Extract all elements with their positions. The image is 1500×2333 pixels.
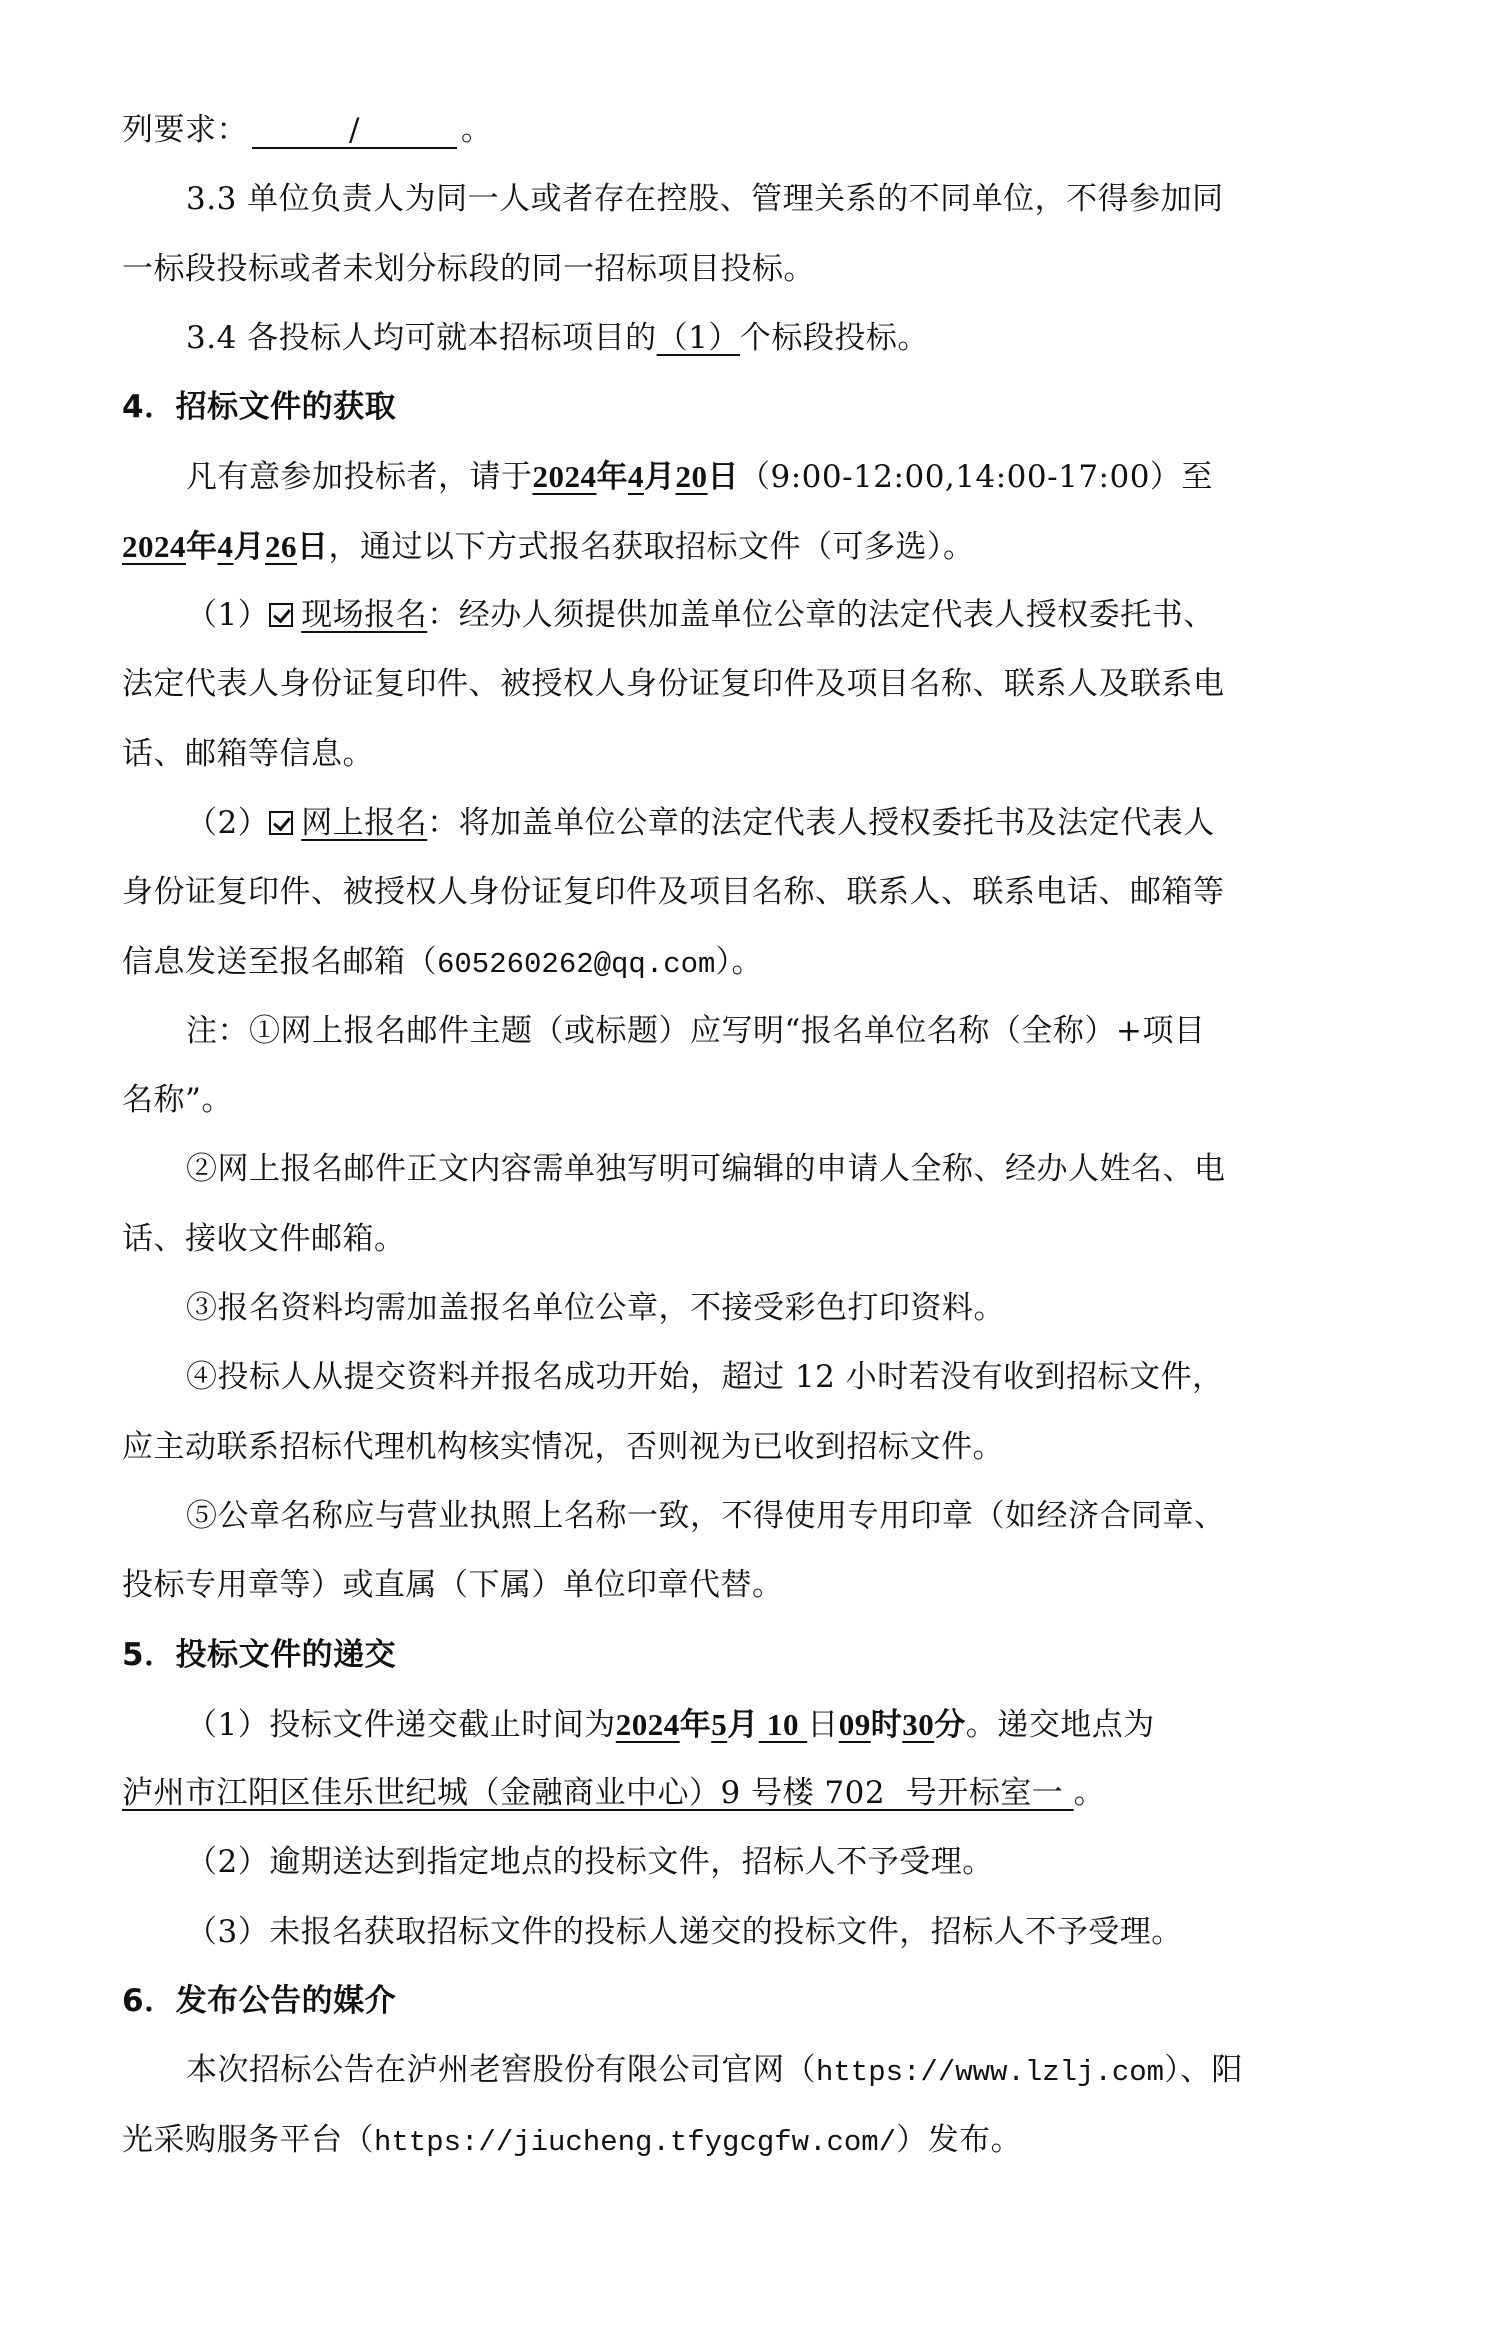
deadline-lead: （1）投标文件递交截止时间为 <box>186 1706 616 1743</box>
deadline-year: 2024 <box>615 1706 680 1742</box>
note-3-line1: ③报名资料均需加盖报名单位公章，不接受彩色打印资料。 <box>186 1290 1005 1327</box>
option-number: （1） <box>186 597 270 634</box>
item-3-4-suffix: 个标段投标。 <box>739 319 929 356</box>
item-3-3-line1: 3.3 单位负责人为同一人或者存在控股、管理关系的不同单位，不得参加同 <box>186 181 1224 218</box>
unregistered-submission-rule: （3）未报名获取招标文件的投标人递交的投标文件，招标人不予受理。 <box>186 1913 1183 1950</box>
deadline-minute: 30 <box>902 1706 935 1742</box>
email-suffix: ）。 <box>715 943 763 980</box>
online-registration-label <box>269 805 427 841</box>
blank-value: / <box>349 112 360 148</box>
month-unit: 月 <box>727 1706 759 1742</box>
checkbox-checked-icon[interactable] <box>269 603 293 627</box>
late-submission-rule: （2）逾期送达到指定地点的投标文件，招标人不予受理。 <box>186 1844 994 1881</box>
submission-location: 泸州市江阳区佳乐世纪城（金融商业中心）9 号楼 702 号开标室一 <box>122 1775 1074 1812</box>
day-unit: 日 <box>807 1706 839 1743</box>
procurement-platform-link[interactable]: https://jiucheng.tfygcgfw.com/ <box>374 2125 897 2159</box>
section-6-heading: 6．发布公告的媒介 <box>122 1983 397 2020</box>
note-1-line2: 名称”。 <box>122 1082 233 1119</box>
day-unit: 日 <box>297 528 329 564</box>
month-unit: 月 <box>644 459 676 495</box>
section-4-intro-line2 <box>122 512 1418 581</box>
checkbox-checked-icon[interactable] <box>269 811 293 835</box>
item-3-4-prefix: 3.4 各投标人均可就本招标项目的 <box>186 319 657 356</box>
period: 。 <box>461 112 493 148</box>
end-month: 4 <box>217 528 234 564</box>
platform-prefix: 光采购服务平台（ <box>122 2121 374 2158</box>
note-4-line2: 应主动联系招标代理机构核实情况，否则视为已收到招标文件。 <box>122 1428 1004 1465</box>
day-unit: 日 <box>707 459 739 495</box>
note-2-line1: ②网上报名邮件正文内容需单独写明可编辑的申请人全称、经办人姓名、电 <box>186 1151 1226 1188</box>
deadline-line <box>122 1690 1418 1759</box>
year-unit: 年 <box>186 528 218 564</box>
section-count: （1） <box>656 319 740 356</box>
note-5-line1: ⑤公章名称应与营业执照上名称一致，不得使用专用印章（如经济合同章、 <box>186 1497 1226 1534</box>
media-suffix: ）、阳 <box>1164 2052 1244 2089</box>
official-website-link[interactable]: https://www.lzlj.com <box>816 2056 1165 2090</box>
deadline-month: 5 <box>711 1706 728 1742</box>
option-onsite-line3: 话、邮箱等信息。 <box>122 735 374 772</box>
month-unit: 月 <box>233 528 265 564</box>
media-line2 <box>122 2106 1418 2175</box>
requirement-label: 列要求： <box>122 112 248 148</box>
platform-suffix: ）发布。 <box>896 2121 1023 2158</box>
deadline-day: 10 <box>758 1706 808 1742</box>
option-online-line3 <box>122 928 1418 997</box>
section-5-heading: 5．投标文件的递交 <box>122 1636 397 1673</box>
option-number: （2） <box>186 804 270 841</box>
intro-tail: ，通过以下方式报名获取招标文件（可多选）。 <box>328 528 975 565</box>
location-line <box>122 1759 1418 1828</box>
colon: ： <box>427 597 459 634</box>
option-onsite-line1 <box>122 581 1418 650</box>
hour-unit: 时 <box>870 1706 903 1742</box>
option-onsite-line2: 法定代表人身份证复印件、被授权人身份证复印件及项目名称、联系人及联系电 <box>122 666 1225 703</box>
option-label: 现场报名 <box>301 597 428 634</box>
option-text: 经办人须提供加盖单位公章的法定代表人授权委托书、 <box>458 597 1215 634</box>
year-unit: 年 <box>596 459 628 495</box>
note-5-line2: 投标专用章等）或直属（下属）单位印章代替。 <box>122 1567 784 1604</box>
start-day: 20 <box>675 459 708 495</box>
period: 。 <box>1073 1775 1106 1812</box>
colon: ： <box>427 804 459 841</box>
item-3-4 <box>122 304 1418 373</box>
section-4-intro-line1 <box>122 442 1418 511</box>
media-line1 <box>122 2036 1418 2105</box>
onsite-registration-label <box>269 597 427 633</box>
start-month: 4 <box>628 459 644 495</box>
option-online-line2: 身份证复印件、被授权人身份证复印件及项目名称、联系人、联系电话、邮箱等 <box>122 874 1225 911</box>
requirement-line <box>122 96 1418 165</box>
email-prefix: 信息发送至报名邮箱（ <box>122 943 437 980</box>
intro-lead: 凡有意参加投标者，请于 <box>186 459 533 496</box>
end-year: 2024 <box>122 528 186 564</box>
deadline-hour: 09 <box>838 1706 871 1742</box>
deadline-tail: 。递交地点为 <box>965 1706 1155 1743</box>
option-online-line1 <box>122 789 1418 858</box>
note-1-line1: 注：①网上报名邮件主题（或标题）应写明“报名单位名称（全称）+项目 <box>186 1012 1206 1049</box>
start-year: 2024 <box>532 459 597 495</box>
office-hours: （9:00-12:00,14:00-17:00）至 <box>739 459 1213 496</box>
requirement-blank <box>252 113 457 149</box>
note-2-line2: 话、接收文件邮箱。 <box>122 1220 406 1257</box>
section-4-heading: 4．招标文件的获取 <box>122 389 397 426</box>
registration-email-link[interactable]: 605260262@qq.com <box>437 947 716 981</box>
media-prefix: 本次招标公告在泸州老窖股份有限公司官网（ <box>186 2052 816 2089</box>
year-unit: 年 <box>679 1706 712 1742</box>
minute-unit: 分 <box>934 1706 966 1742</box>
option-label: 网上报名 <box>301 804 428 841</box>
document-page <box>122 96 1418 2175</box>
option-text: 将加盖单位公章的法定代表人授权委托书及法定代表人 <box>458 804 1215 841</box>
item-3-3-line2: 一标段投标或者未划分标段的同一招标项目投标。 <box>122 250 815 287</box>
note-4-line1: ④投标人从提交资料并报名成功开始，超过 12 小时若没有收到招标文件， <box>186 1359 1224 1396</box>
end-day: 26 <box>265 528 297 564</box>
